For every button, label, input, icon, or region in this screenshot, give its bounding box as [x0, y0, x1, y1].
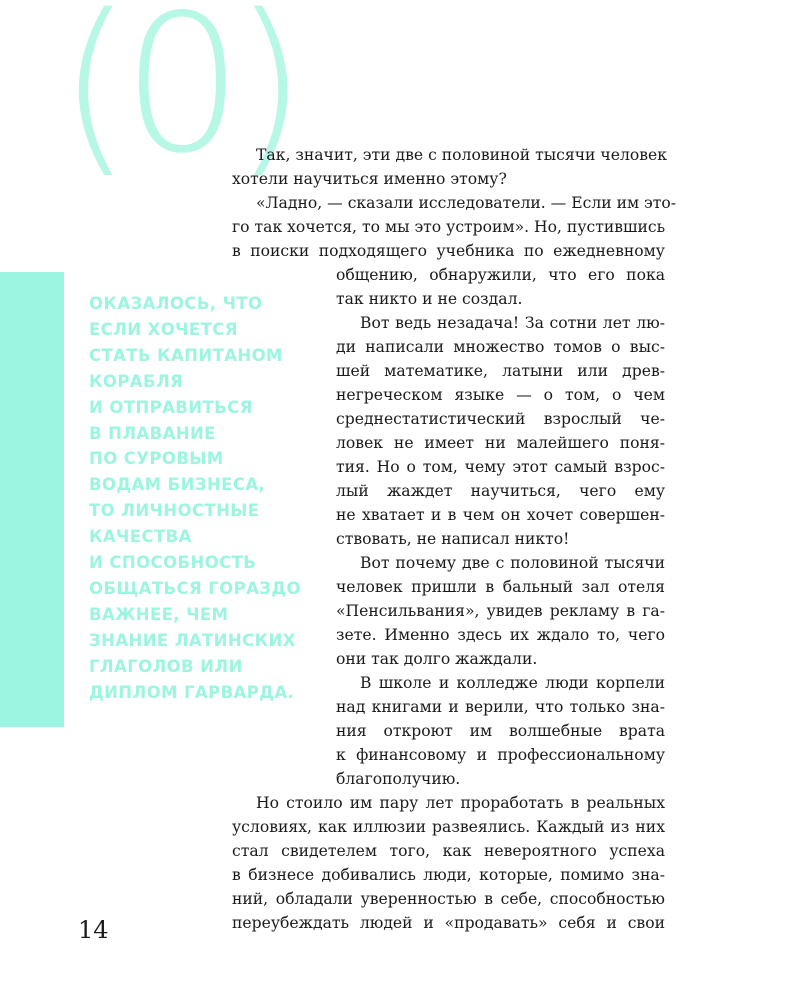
pull-quote-line: ЗНАНИЕ ЛАТИНСКИХ [89, 630, 296, 650]
pull-quote-line: ДИПЛОМ ГАРВАРДА. [89, 682, 295, 702]
body-text-line: ловек не имеет ни малейшего поня- [336, 434, 665, 452]
body-text-line: так никто и не создал. [336, 290, 523, 308]
body-text-line: благополучию. [336, 770, 461, 788]
pull-quote-line: ПО СУРОВЫМ [89, 449, 224, 469]
body-text-line: тия. Но о том, чему этот самый взрос- [336, 458, 665, 476]
body-text-line: не хватает и в чем он хочет совершен- [336, 506, 665, 524]
body-text-line: ний, обладали уверенностью в себе, способностью [232, 890, 665, 908]
pull-quote-line: ТО ЛИЧНОСТНЫЕ [89, 501, 260, 521]
pull-quote-line: ВОДАМ БИЗНЕСА, [89, 475, 266, 495]
body-text-line: над книгами и верили, что только зна- [336, 698, 665, 716]
body-text-line: негреческом языке — о том, о чем [336, 386, 665, 404]
pull-quote-line: КАЧЕСТВА [89, 527, 192, 547]
body-text-line: стал свидетелем того, как невероятного успеха [232, 842, 665, 860]
body-text-line: ди написали множество томов о выс- [336, 338, 665, 356]
pull-quote [89, 291, 314, 706]
body-text-line: в бизнесе добивались люди, которые, помимо зна- [232, 866, 665, 884]
body-text-line: лый жаждет научиться, чего ему [336, 482, 665, 500]
pull-quote-line: И ОТПРАВИТЬСЯ [89, 397, 253, 417]
body-text-line: «Пенсильвания», увидев рекламу в га- [336, 602, 665, 620]
body-text-line: переубеждать людей и «продавать» себя и свои [232, 914, 665, 932]
pull-quote-line: И СПОСОБНОСТЬ [89, 553, 257, 573]
body-text-line: к финансовому и профессиональному [336, 746, 665, 764]
body-text-line: го так хочется, то мы это устроим». Но, пустившись [232, 218, 666, 236]
body-text-line: ния откроют им волшебные врата [336, 722, 665, 740]
pull-quote-line: КОРАБЛЯ [89, 371, 184, 391]
body-text-line: общению, обнаружили, что его пока [336, 266, 665, 284]
body-text-line: они так долго жаждали. [336, 650, 538, 668]
chapter-number-decoration: (0) [58, 0, 298, 195]
pull-quote-line: ОКАЗАЛОСЬ, ЧТО [89, 294, 263, 313]
body-text-line: В школе и колледже люди корпели [360, 674, 665, 692]
body-text-line: человек пришли в бальный зал отеля [336, 578, 665, 596]
pull-quote-line: СТАТЬ КАПИТАНОМ [89, 345, 283, 365]
body-text-line: Вот почему две с половиной тысячи [360, 554, 665, 572]
body-text-line: Вот ведь незадача! За сотни лет лю- [360, 314, 665, 332]
body-text-line: в поиски подходящего учебника по ежедневному [232, 242, 665, 260]
body-text-line: Но стоило им пару лет проработать в реальных [256, 794, 665, 812]
pull-quote-line: ЕСЛИ ХОЧЕТСЯ [89, 319, 238, 339]
body-text-line: условиях, как иллюзии развеялись. Каждый из них [232, 818, 665, 836]
body-text-line: «Ладно, — сказали исследователи. — Если им это- [256, 194, 677, 212]
body-text-line: Так, значит, эти две с половиной тысячи человек [256, 146, 667, 164]
body-text-line: шей математике, латыни или древ- [336, 362, 665, 380]
pull-quote-line: ВАЖНЕЕ, ЧЕМ [89, 604, 229, 624]
page-number: 14 [78, 916, 109, 944]
accent-sidebar-band [0, 272, 64, 727]
body-text-line: хотели научиться именно этому? [232, 170, 507, 188]
body-text-line: зете. Именно здесь их ждало то, чего [336, 626, 665, 644]
pull-quote-line: ГЛАГОЛОВ ИЛИ [89, 656, 243, 676]
pull-quote-line: В ПЛАВАНИЕ [89, 423, 216, 443]
body-text-line: среднестатистический взрослый че- [336, 410, 665, 428]
pull-quote-line: ОБЩАТЬСЯ ГОРАЗДО [89, 578, 301, 598]
body-text-line: ствовать, не написал никто! [336, 530, 570, 548]
